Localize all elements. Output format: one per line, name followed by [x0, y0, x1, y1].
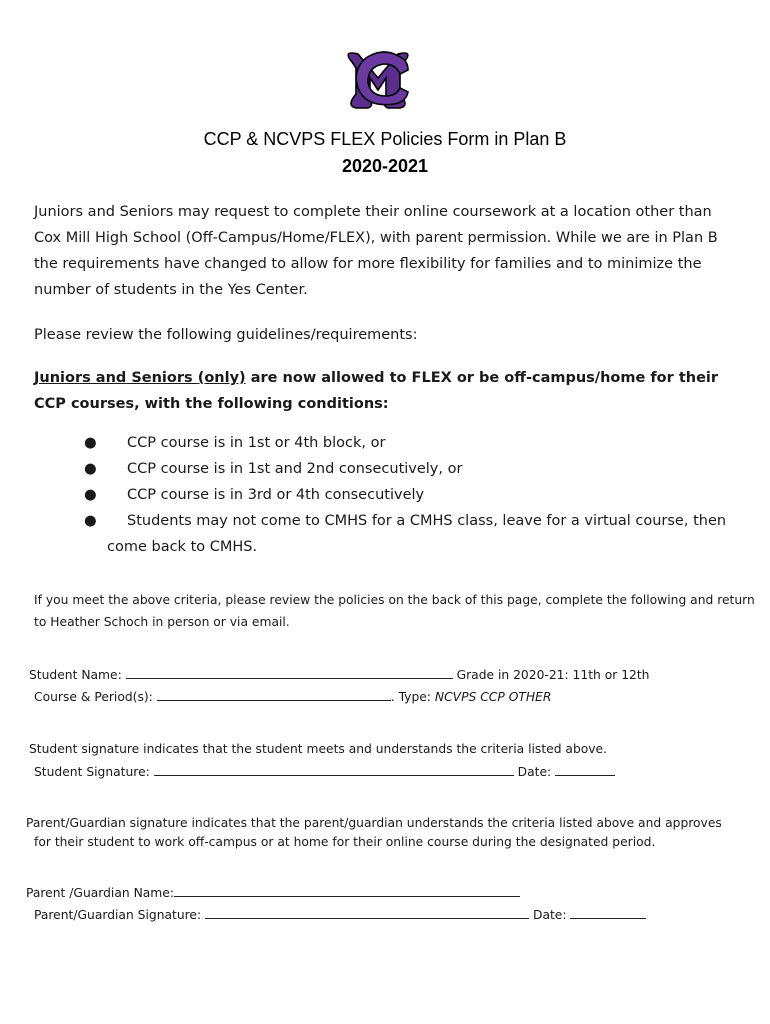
bullet-icon: ●	[84, 435, 97, 451]
condition-text-continued: come back to CMHS.	[107, 539, 258, 555]
student-date-label: Date:	[517, 765, 552, 779]
eligibility-highlight: Juniors and Seniors (only)	[34, 370, 246, 386]
condition-text: CCP course is in 1st or 4th block, or	[127, 435, 386, 451]
list-item	[84, 482, 744, 508]
student-name-field[interactable]	[126, 664, 453, 679]
guidelines-heading: Please review the following guidelines/requirements:	[34, 327, 418, 343]
student-signature-row	[34, 761, 615, 782]
parent-signature-label: Parent/Guardian Signature:	[34, 908, 202, 922]
parent-name-row	[26, 882, 520, 903]
parent-name-field[interactable]	[174, 882, 520, 897]
bullet-icon: ●	[84, 487, 97, 503]
school-year: 2020-2021	[341, 156, 429, 176]
student-name-label: Student Name:	[29, 668, 122, 682]
course-row	[34, 686, 551, 707]
condition-text: CCP course is in 1st and 2nd consecutively, or	[127, 461, 463, 477]
type-label: . Type:	[390, 690, 431, 704]
intro-paragraph: Juniors and Seniors may request to complete their online coursework at a location other than Cox Mill High School (Off-Campus/Home/FLEX), with parent permission. While we are in Plan B the requirements have changed to allow for more flexibility for families and to minimize the number of students in the Yes Center.	[34, 204, 718, 298]
parent-signature-field[interactable]	[205, 904, 529, 919]
condition-text: CCP course is in 3rd or 4th consecutively	[127, 487, 425, 503]
condition-text: Students may not come to CMHS for a CMHS class, leave for a virtual course, then	[127, 513, 727, 529]
parent-signature-note: Parent/Guardian signature indicates that the parent/guardian understands the criteria listed above and approves	[26, 816, 722, 830]
parent-signature-note-continued: for their student to work off-campus or at home for their online course during the designated period.	[34, 835, 656, 849]
student-name-row	[29, 664, 649, 685]
parent-date-label: Date:	[532, 908, 567, 922]
list-item	[84, 430, 744, 456]
parent-date-field[interactable]	[570, 904, 646, 919]
course-period-field[interactable]	[157, 686, 391, 701]
bullet-icon: ●	[84, 461, 97, 477]
parent-signature-row	[34, 904, 646, 925]
grade-label: Grade in 2020-21: 11th or 12th	[456, 668, 650, 682]
bullet-icon: ●	[84, 513, 97, 529]
instructions-text: If you meet the above criteria, please review the policies on the back of this page, complete the following and return to Heather Schoch in person or via email.	[34, 593, 755, 629]
school-logo	[338, 48, 418, 112]
course-period-label: Course & Period(s):	[34, 690, 153, 704]
conditions-list	[84, 430, 744, 560]
student-signature-label: Student Signature:	[34, 765, 150, 779]
conditions-lead-text: are now allowed to FLEX or be off-campus/home for their CCP courses, with the following conditions:	[34, 370, 719, 412]
student-signature-field[interactable]	[154, 761, 514, 776]
parent-name-label: Parent /Guardian Name:	[26, 886, 174, 900]
list-item	[84, 456, 744, 482]
list-item	[84, 508, 744, 560]
conditions-lead	[34, 365, 754, 417]
student-signature-note: Student signature indicates that the student meets and understands the criteria listed above.	[29, 742, 608, 756]
form-title: CCP & NCVPS FLEX Policies Form in Plan B	[203, 129, 567, 149]
student-date-field[interactable]	[555, 761, 615, 776]
type-options: NCVPS CCP OTHER	[434, 690, 552, 704]
